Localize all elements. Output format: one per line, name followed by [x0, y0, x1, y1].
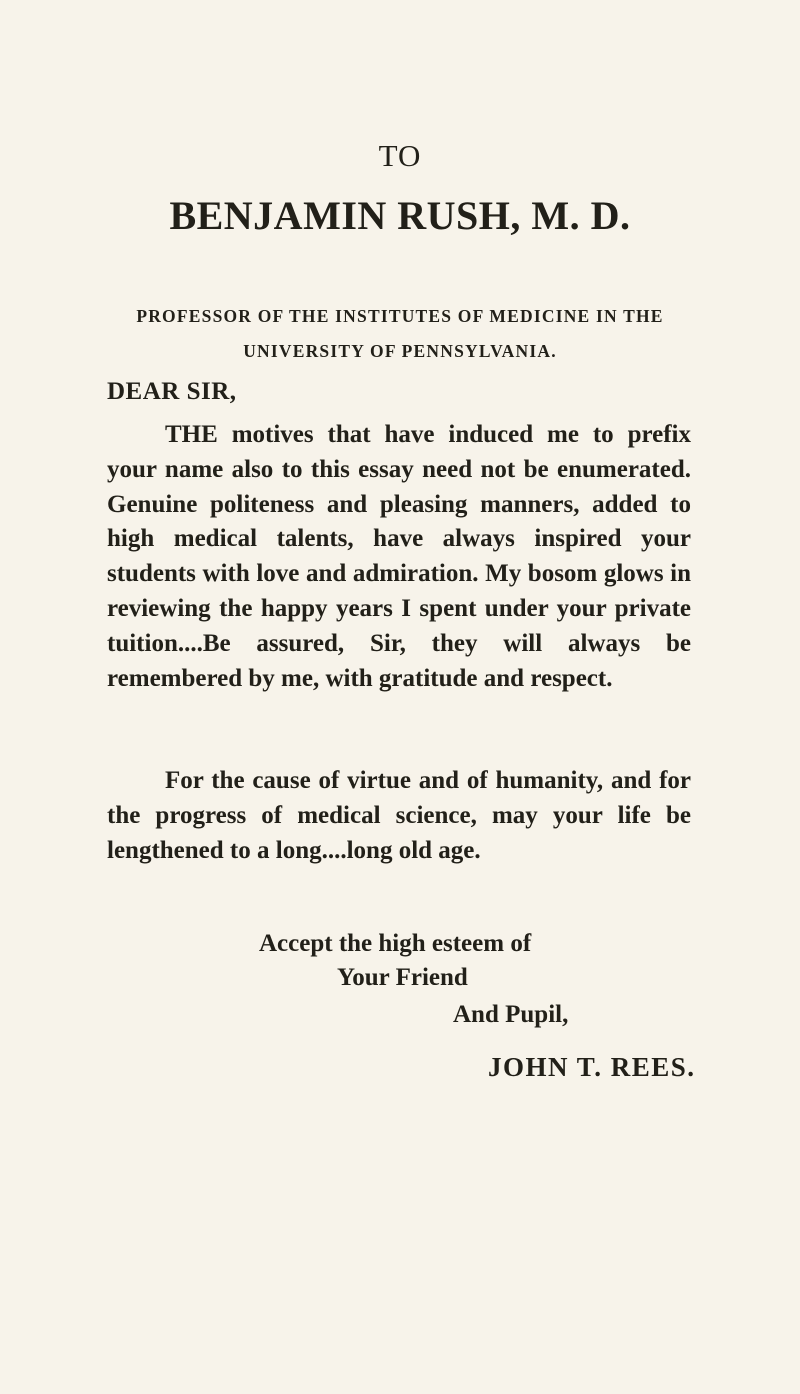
salutation: DEAR SIR, — [107, 378, 237, 405]
closing-line-3: And Pupil, — [453, 1001, 569, 1028]
dedicatee-title-line-2: UNIVERSITY OF PENNSYLVANIA. — [243, 341, 557, 361]
dedication-to: TO — [378, 138, 422, 173]
letter-paragraph-2: For the cause of virtue and of humanity, and for the progress of medical science, may your life be lengthened to a long....long old age. — [107, 767, 691, 864]
signature: JOHN T. REES. — [488, 1052, 696, 1082]
closing-line-1: Accept the high esteem of — [259, 930, 532, 957]
letter-paragraph-1: THE motives that have induced me to prefix your name also to this essay need not be enumerated. Genuine politeness and pleasing manners, added to high medical talents, have always inspired your students with love and admiration. My bosom glows in reviewing the happy years I spent under your private tuition....Be assured, Sir, they will always be remembered by me, with gratitude and respect. — [107, 421, 691, 692]
dedicatee-title-line-1: PROFESSOR OF THE INSTITUTES OF MEDICINE IN THE — [136, 306, 664, 326]
closing-line-2: Your Friend — [337, 964, 468, 991]
dedicatee-name: BENJAMIN RUSH, M. D. — [169, 193, 631, 238]
